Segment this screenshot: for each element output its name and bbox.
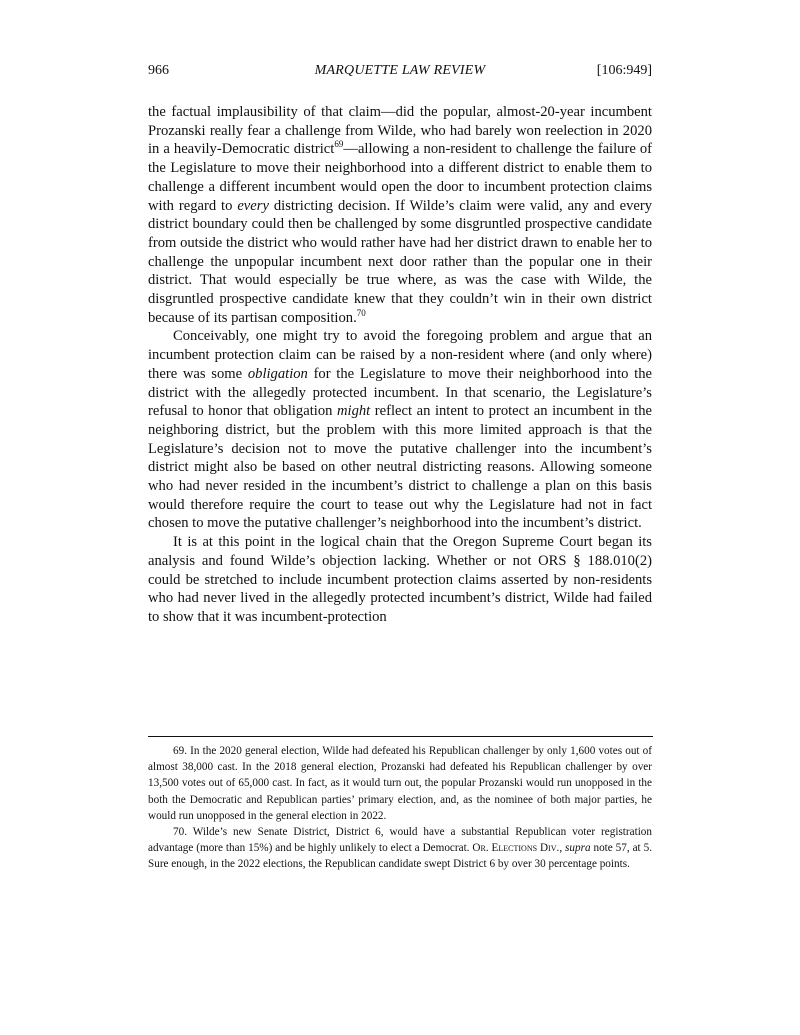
footnote-70-comma: ,: [559, 842, 566, 855]
paragraph-1-text-a: the factual implausibility of that claim—did the popular, almost-20-year incumbent Prozanski really fear a challenge from Wilde, who had barely won reelection in 2020 in a heavily-Democratic district: [148, 104, 652, 158]
paragraph-1-text-c: districting decision. If Wilde’s claim were valid, any and every district boundary could then be challenged by some disgruntled prospective candidate from outside the district who would rather have had her district drawn to enable her to challenge the unpopular incumbent next door rather than the popular one in their district. That would especially be true where, as was the case with Wilde, the disgruntled prospective candidate knew that they couldn’t win in their own district because of its partisan composition.: [148, 197, 652, 326]
footnote-ref-70[interactable]: 70: [356, 307, 366, 318]
footnote-70-supra: supra: [565, 842, 591, 855]
paragraph-2-text-c: reflect an intent to protect an incumbent in the neighboring district, but the problem with this more limited approach is that the Legislature’s decision not to move the putative challenger into the incumbent’s district might also be based on other neutral districting reasons. Allowing someone who had never resided in the incumbent’s district to challenge a plan on this basis would therefore require the court to tease out why the Legislature had not in fact chosen to move the putative challenger’s neighborhood into the incumbent’s district.: [148, 403, 652, 532]
paragraph-1: [148, 103, 652, 327]
footnote-70-source: Or. Elections Div.: [472, 842, 560, 855]
footnote-ref-69[interactable]: 69: [334, 139, 344, 150]
paragraph-2: [148, 327, 652, 533]
volume-citation: [106:949]: [596, 63, 652, 78]
page-number: 966: [148, 63, 169, 78]
paragraph-2-text-a: Conceivably, one might try to avoid the foregoing problem and argue that an incumbent protection claim can be raised by a non-resident where (and only where) there was some: [148, 328, 652, 382]
paragraph-2-text-b: for the Legislature to move their neighborhood into the district with the allegedly protected incumbent. In that scenario, the Legislature’s refusal to honor that obligation: [148, 365, 652, 420]
footnote-70: [148, 824, 652, 873]
footnote-69: 69. In the 2020 general election, Wilde had defeated his Republican challenger by only 1,600 votes out of almost 38,000 cast. In the 2018 general election, Prozanski had defeated his Republican challenger by over 13,500 votes out of 65,000 cast. In fact, as it would turn out, the popular Prozanski would run unopposed in the both the Democratic and Republican parties’ primary election, and, as the nominee of both major parties, he would run unopposed in the general election in 2022.: [148, 745, 652, 822]
footnote-divider: [148, 736, 653, 737]
footnote-70-text-b: note 57, at 5. Sure enough, in the 2022 elections, the Republican candidate swept District 6 by over 30 percentage points.: [148, 842, 652, 871]
paragraph-1-text-b: —allowing a non-resident to challenge the failure of the Legislature to move their neighborhood into a different district to enable them to challenge a different incumbent would open the door to incumbent protection claims with regard to: [148, 141, 652, 214]
paragraph-2-emphasis-a: obligation: [247, 365, 308, 382]
paragraph-1-emphasis: every: [237, 197, 269, 214]
main-text: [148, 103, 652, 627]
paragraph-3: It is at this point in the logical chain that the Oregon Supreme Court began its analysis and found Wilde’s objection lacking. Whether or not ORS § 188.010(2) could be stretched to include incumbent protection claims asserted by non-residents who had never lived in the allegedly protected incumbent’s district, Wilde had failed to show that it was incumbent-protection: [148, 534, 652, 625]
footnotes: [148, 743, 652, 873]
paragraph-2-emphasis-b: might: [336, 403, 371, 420]
journal-title: MARQUETTE LAW REVIEW: [314, 63, 486, 78]
footnote-70-text-a: 70. Wilde’s new Senate District, District 6, would have a substantial Republican voter registration advantage (more than 15%) and be highly unlikely to elect a Democrat.: [148, 826, 652, 855]
